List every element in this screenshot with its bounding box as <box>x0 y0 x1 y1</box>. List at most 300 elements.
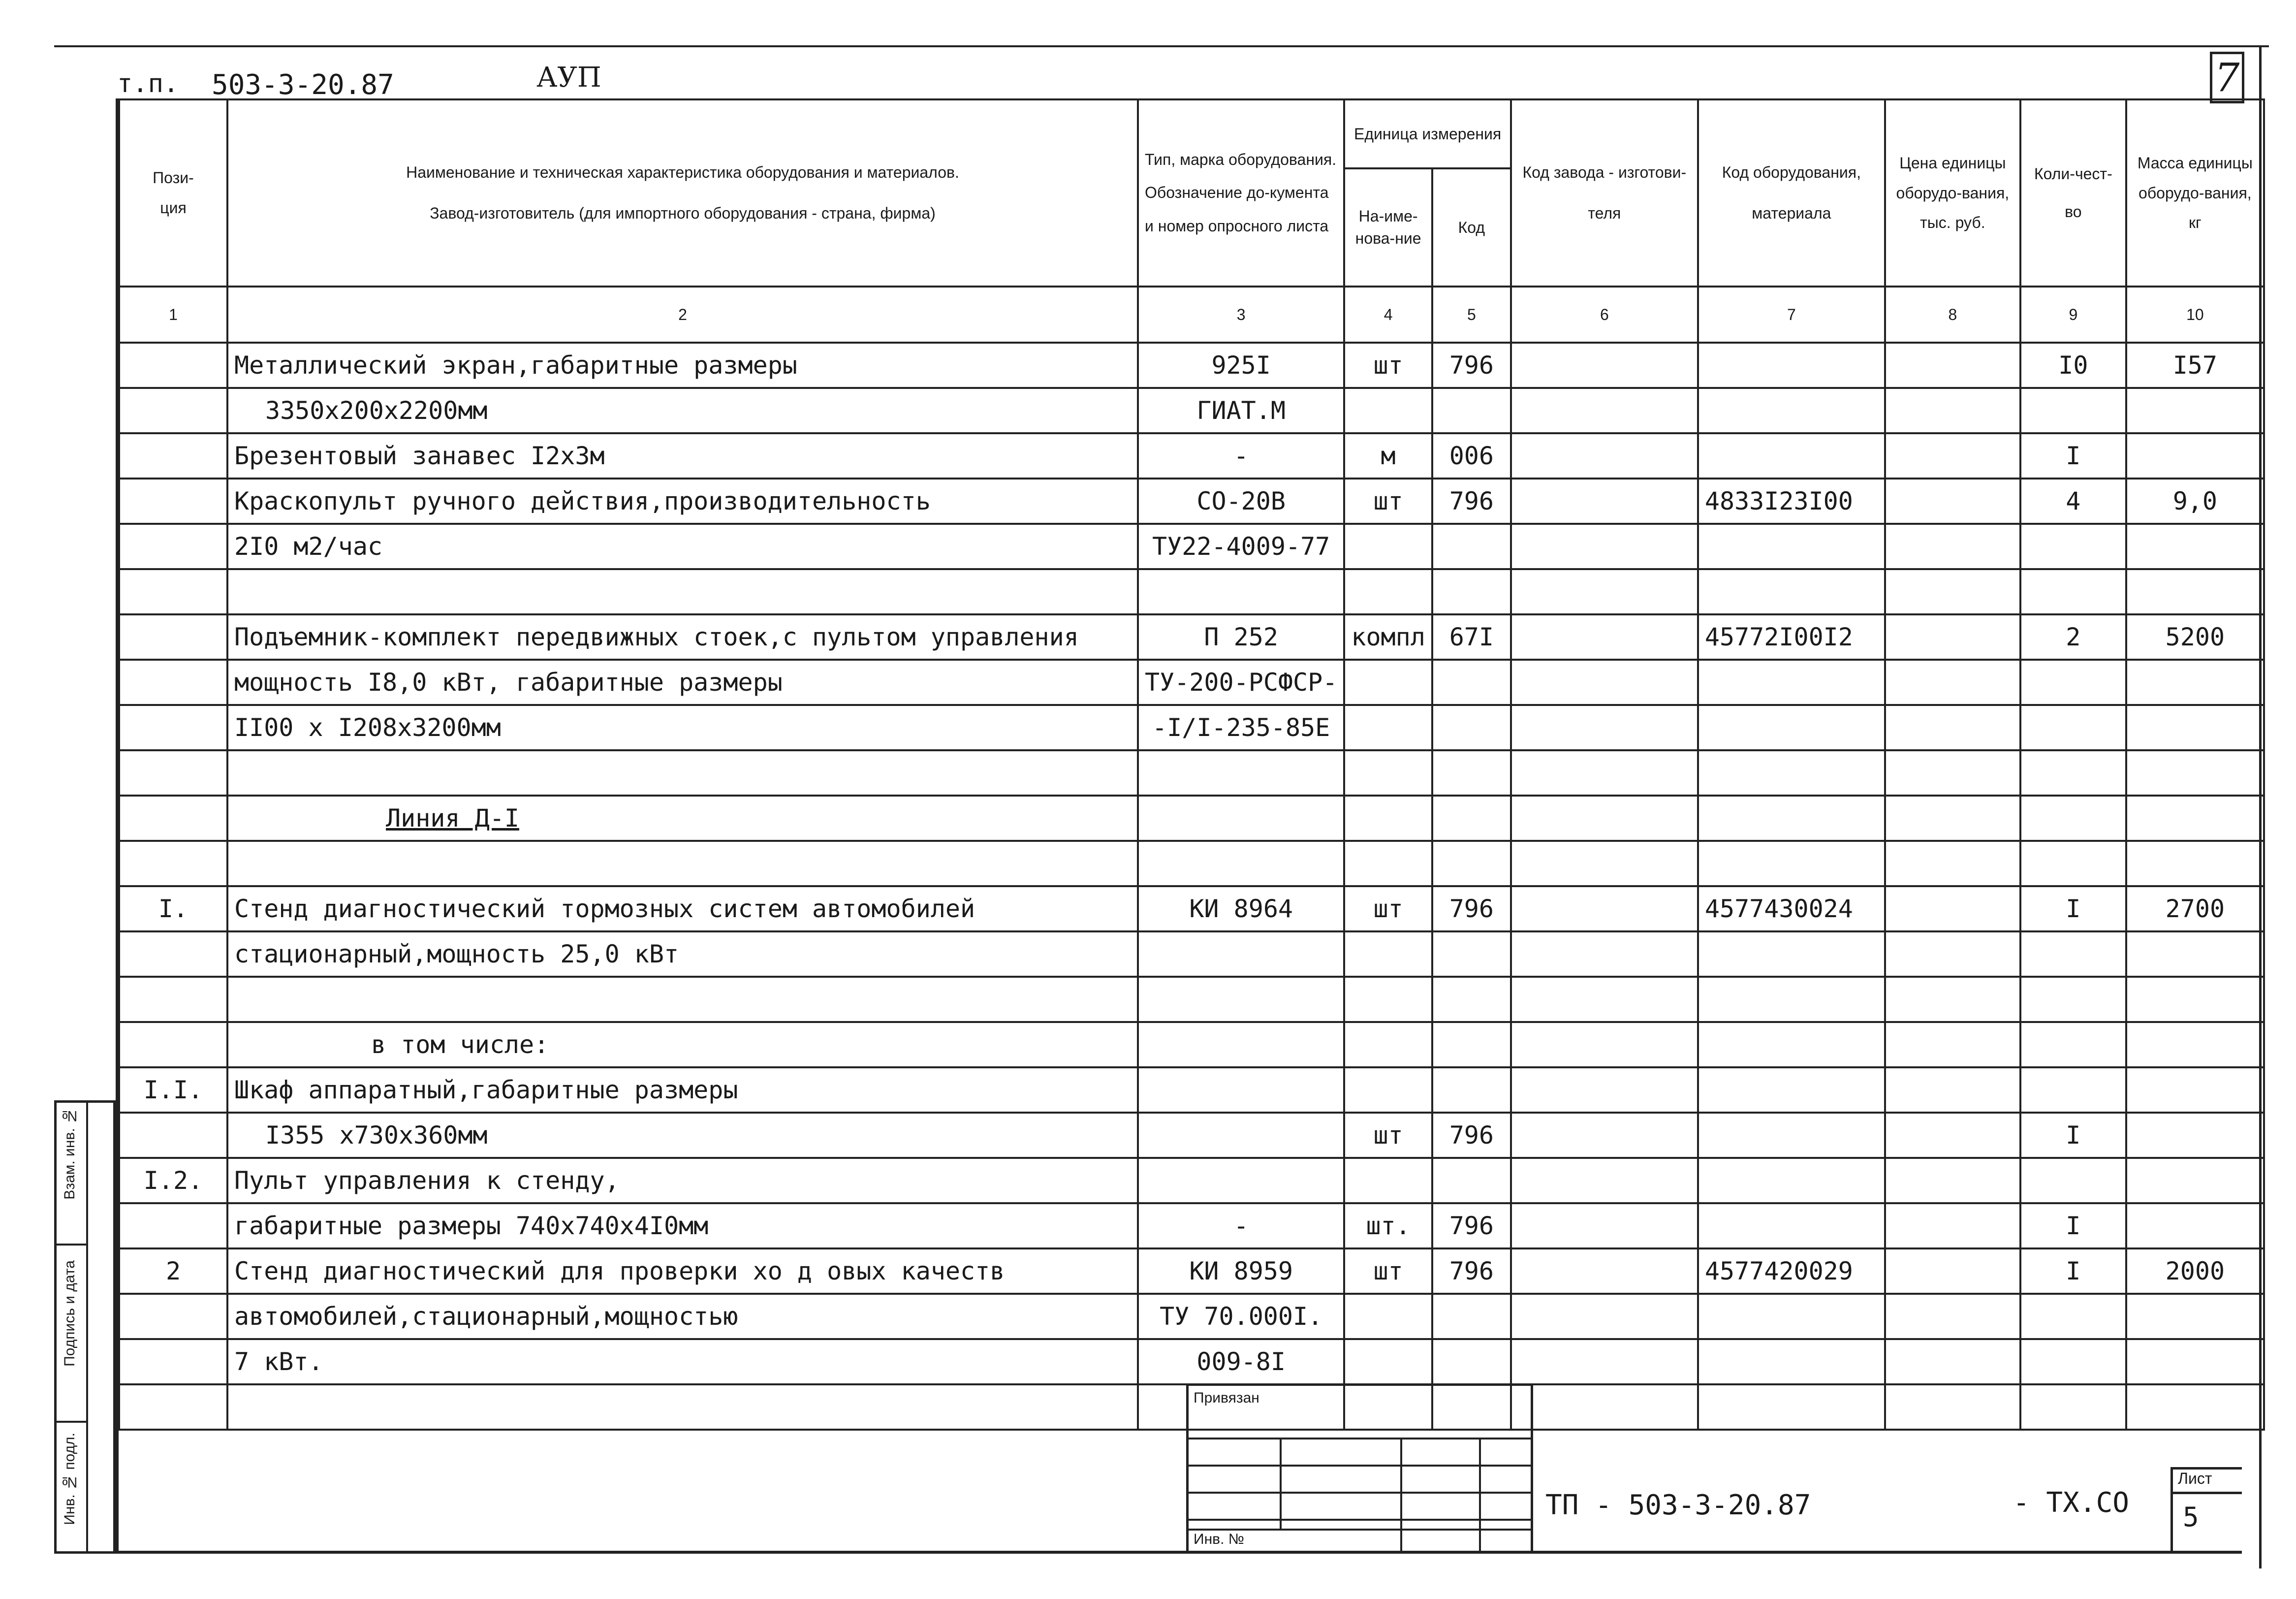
type-cell: -I/I-235-85Е <box>1138 705 1344 750</box>
position-cell <box>119 1294 227 1339</box>
position-cell <box>119 1203 227 1248</box>
unit-cell <box>1344 705 1432 750</box>
mass-cell <box>2126 660 2264 705</box>
unit-code-cell <box>1432 569 1511 614</box>
maker-code-cell <box>1511 1158 1698 1203</box>
maker-code-cell <box>1511 1339 1698 1384</box>
header-section: АУП <box>536 62 601 94</box>
title-block-inv-label: Инв. № <box>1194 1531 1244 1547</box>
table-row <box>119 479 2264 524</box>
maker-code-cell <box>1511 388 1698 433</box>
col-header-name: Наименование и техническая характеристика оборудования и материалов. Завод-изготовитель (для импортного оборудования - страна, фирма) <box>227 99 1138 287</box>
type-cell: СО-20В <box>1138 479 1344 524</box>
type-cell <box>1138 1158 1344 1203</box>
equip-code-cell <box>1698 1203 1885 1248</box>
qty-cell <box>2020 1022 2126 1067</box>
qty-cell <box>2020 569 2126 614</box>
mass-cell <box>2126 1022 2264 1067</box>
position-cell <box>119 841 227 886</box>
position-cell <box>119 1384 227 1430</box>
equip-code-cell <box>1698 1294 1885 1339</box>
type-cell <box>1138 1113 1344 1158</box>
equip-code-cell <box>1698 433 1885 479</box>
price-cell <box>1885 660 2020 705</box>
unit-code-cell <box>1432 1294 1511 1339</box>
unit-cell <box>1344 524 1432 569</box>
title-block-line <box>1280 1438 1282 1529</box>
name-cell: 3350х200х2200мм <box>227 388 1138 433</box>
sheet-box-divider <box>2173 1492 2242 1494</box>
maker-code-cell <box>1511 886 1698 931</box>
qty-cell: I <box>2020 1248 2126 1294</box>
price-cell <box>1885 479 2020 524</box>
unit-cell: шт. <box>1344 1203 1432 1248</box>
type-cell <box>1138 750 1344 796</box>
side-label-sign-date: Подпись и дата <box>62 1260 78 1367</box>
equip-code-cell <box>1698 524 1885 569</box>
name-cell: 7 кВт. <box>227 1339 1138 1384</box>
mass-cell <box>2126 1339 2264 1384</box>
table-row <box>119 614 2264 660</box>
qty-cell <box>2020 977 2126 1022</box>
position-cell <box>119 1339 227 1384</box>
equip-code-cell <box>1698 1384 1885 1430</box>
side-label-inv-orig: Инв. № подл. <box>62 1433 78 1525</box>
unit-code-cell: 796 <box>1432 1203 1511 1248</box>
equip-code-cell <box>1698 750 1885 796</box>
name-cell: мощность I8,0 кВт, габаритные размеры <box>227 660 1138 705</box>
position-cell <box>119 614 227 660</box>
qty-cell <box>2020 1339 2126 1384</box>
qty-cell <box>2020 1384 2126 1430</box>
maker-code-cell <box>1511 1203 1698 1248</box>
maker-code-cell <box>1511 1067 1698 1113</box>
price-cell <box>1885 1022 2020 1067</box>
type-cell <box>1138 1022 1344 1067</box>
unit-cell: шт <box>1344 343 1432 388</box>
position-cell: I.2. <box>119 1158 227 1203</box>
unit-code-cell <box>1432 1022 1511 1067</box>
unit-code-cell <box>1432 524 1511 569</box>
table-row <box>119 388 2264 433</box>
column-number-cell: 1 <box>119 287 227 343</box>
price-cell <box>1885 841 2020 886</box>
mass-cell: 9,0 <box>2126 479 2264 524</box>
mass-cell: 5200 <box>2126 614 2264 660</box>
mass-cell: I57 <box>2126 343 2264 388</box>
mass-cell <box>2126 705 2264 750</box>
position-cell <box>119 1022 227 1067</box>
col-header-unit-code: Код <box>1432 168 1511 287</box>
unit-code-cell <box>1432 977 1511 1022</box>
maker-code-cell <box>1511 524 1698 569</box>
price-cell <box>1885 1203 2020 1248</box>
type-cell: ТУ-200-РСФСР- <box>1138 660 1344 705</box>
name-cell: Линия Д-I <box>227 796 1138 841</box>
table-row <box>119 343 2264 388</box>
qty-cell: I <box>2020 433 2126 479</box>
qty-cell <box>2020 796 2126 841</box>
qty-cell: I <box>2020 1203 2126 1248</box>
qty-cell <box>2020 841 2126 886</box>
mass-cell: 2000 <box>2126 1248 2264 1294</box>
corner-sheet-mark: 7 <box>2210 52 2244 103</box>
type-cell <box>1138 841 1344 886</box>
document-suffix: - ТХ.СО <box>2013 1487 2130 1519</box>
mass-cell <box>2126 388 2264 433</box>
sheet-number-box <box>2170 1467 2242 1553</box>
mass-cell <box>2126 841 2264 886</box>
name-cell: II00 х I208х3200мм <box>227 705 1138 750</box>
unit-cell <box>1344 1022 1432 1067</box>
qty-cell <box>2020 388 2126 433</box>
column-number-cell: 5 <box>1432 287 1511 343</box>
price-cell <box>1885 750 2020 796</box>
equip-code-cell <box>1698 343 1885 388</box>
type-cell <box>1138 1067 1344 1113</box>
equip-code-cell <box>1698 931 1885 977</box>
name-cell <box>227 977 1138 1022</box>
name-cell: Металлический экран,габаритные размеры <box>227 343 1138 388</box>
name-cell: стационарный,мощность 25,0 кВт <box>227 931 1138 977</box>
unit-code-cell <box>1432 841 1511 886</box>
maker-code-cell <box>1511 660 1698 705</box>
table-row <box>119 841 2264 886</box>
type-cell: КИ 8964 <box>1138 886 1344 931</box>
name-cell: Шкаф аппаратный,габаритные размеры <box>227 1067 1138 1113</box>
price-cell <box>1885 524 2020 569</box>
price-cell <box>1885 1113 2020 1158</box>
qty-cell: 4 <box>2020 479 2126 524</box>
equip-code-cell <box>1698 1022 1885 1067</box>
name-cell: 2I0 м2/час <box>227 524 1138 569</box>
unit-cell <box>1344 1158 1432 1203</box>
price-cell <box>1885 433 2020 479</box>
type-cell: 009-8I <box>1138 1339 1344 1384</box>
unit-cell: шт <box>1344 886 1432 931</box>
unit-code-cell: 796 <box>1432 886 1511 931</box>
top-border-line <box>54 45 2269 47</box>
position-cell: I.I. <box>119 1067 227 1113</box>
equip-code-cell <box>1698 1113 1885 1158</box>
name-cell: Пульт управления к стенду, <box>227 1158 1138 1203</box>
table-row <box>119 1339 2264 1384</box>
equip-code-cell <box>1698 1067 1885 1113</box>
name-cell: в том числе: <box>227 1022 1138 1067</box>
side-stamp <box>54 1100 116 1554</box>
maker-code-cell <box>1511 931 1698 977</box>
qty-cell <box>2020 931 2126 977</box>
maker-code-cell <box>1511 977 1698 1022</box>
type-cell <box>1138 931 1344 977</box>
side-cell-inv-orig <box>57 1423 86 1551</box>
side-label-replace-inv: Взам. инв. № <box>62 1108 78 1200</box>
unit-code-cell: 796 <box>1432 343 1511 388</box>
unit-code-cell <box>1432 705 1511 750</box>
price-cell <box>1885 886 2020 931</box>
position-cell <box>119 433 227 479</box>
maker-code-cell <box>1511 343 1698 388</box>
column-number-cell: 2 <box>227 287 1138 343</box>
price-cell <box>1885 569 2020 614</box>
table-row <box>119 1067 2264 1113</box>
price-cell <box>1885 388 2020 433</box>
title-block <box>1186 1383 1533 1553</box>
position-cell <box>119 343 227 388</box>
position-cell <box>119 750 227 796</box>
document-number: ТП - 503-3-20.87 <box>1545 1489 1811 1521</box>
unit-code-cell <box>1432 796 1511 841</box>
col-header-unit-name: На-име-нова-ние <box>1344 168 1432 287</box>
qty-cell <box>2020 660 2126 705</box>
mass-cell <box>2126 931 2264 977</box>
header-prefix: т.п. <box>117 69 179 98</box>
equip-code-cell <box>1698 1158 1885 1203</box>
table-row <box>119 796 2264 841</box>
table-row <box>119 660 2264 705</box>
equip-code-cell <box>1698 977 1885 1022</box>
column-number-cell: 10 <box>2126 287 2264 343</box>
maker-code-cell <box>1511 433 1698 479</box>
unit-code-cell <box>1432 388 1511 433</box>
table-row <box>119 886 2264 931</box>
type-cell: ТУ22-4009-77 <box>1138 524 1344 569</box>
unit-cell <box>1344 1339 1432 1384</box>
unit-cell: шт <box>1344 1113 1432 1158</box>
mass-cell <box>2126 796 2264 841</box>
equipment-spec-table <box>118 98 2265 1431</box>
column-number-cell: 6 <box>1511 287 1698 343</box>
price-cell <box>1885 796 2020 841</box>
price-cell <box>1885 343 2020 388</box>
type-cell: 925I <box>1138 343 1344 388</box>
equip-code-cell <box>1698 569 1885 614</box>
mass-cell <box>2126 524 2264 569</box>
type-cell <box>1138 569 1344 614</box>
bottom-border-line <box>116 1551 2242 1554</box>
price-cell <box>1885 614 2020 660</box>
position-cell <box>119 524 227 569</box>
name-cell: Стенд диагностический для проверки хо д овых качеств <box>227 1248 1138 1294</box>
side-cell-replace-inv <box>57 1103 86 1246</box>
title-block-attached-label: Привязан <box>1194 1390 1259 1406</box>
maker-code-cell <box>1511 841 1698 886</box>
column-number-cell: 4 <box>1344 287 1432 343</box>
name-cell <box>227 1384 1138 1430</box>
maker-code-cell <box>1511 479 1698 524</box>
price-cell <box>1885 1384 2020 1430</box>
mass-cell <box>2126 433 2264 479</box>
maker-code-cell <box>1511 1294 1698 1339</box>
qty-cell <box>2020 750 2126 796</box>
name-cell: Подъемник-комплект передвижных стоек,с пультом управления <box>227 614 1138 660</box>
col-header-equip-code: Код оборудования, материала <box>1698 99 1885 287</box>
table-row <box>119 1158 2264 1203</box>
unit-cell <box>1344 660 1432 705</box>
position-cell <box>119 388 227 433</box>
equip-code-cell <box>1698 388 1885 433</box>
mass-cell <box>2126 1113 2264 1158</box>
col-header-price: Цена единицы оборудо-вания, тыс. руб. <box>1885 99 2020 287</box>
column-number-cell: 3 <box>1138 287 1344 343</box>
mass-cell <box>2126 1294 2264 1339</box>
position-cell: 2 <box>119 1248 227 1294</box>
mass-cell <box>2126 1384 2264 1430</box>
equip-code-cell: 4577420029 <box>1698 1248 1885 1294</box>
mass-cell <box>2126 569 2264 614</box>
unit-code-cell <box>1432 750 1511 796</box>
table-row <box>119 433 2264 479</box>
mass-cell <box>2126 1203 2264 1248</box>
table-row <box>119 1022 2264 1067</box>
position-cell: I. <box>119 886 227 931</box>
maker-code-cell <box>1511 796 1698 841</box>
name-cell: I355 х730х360мм <box>227 1113 1138 1158</box>
maker-code-cell <box>1511 1384 1698 1430</box>
name-cell <box>227 841 1138 886</box>
column-number-cell: 7 <box>1698 287 1885 343</box>
qty-cell <box>2020 1158 2126 1203</box>
unit-cell <box>1344 569 1432 614</box>
col-header-maker-code: Код завода - изготови-теля <box>1511 99 1698 287</box>
mass-cell: 2700 <box>2126 886 2264 931</box>
unit-cell: компл <box>1344 614 1432 660</box>
maker-code-cell <box>1511 750 1698 796</box>
type-cell <box>1138 977 1344 1022</box>
table-row <box>119 931 2264 977</box>
title-block-line <box>1479 1438 1481 1551</box>
name-cell: Брезентовый занавес I2х3м <box>227 433 1138 479</box>
mass-cell <box>2126 750 2264 796</box>
unit-cell <box>1344 1067 1432 1113</box>
unit-code-cell: 796 <box>1432 479 1511 524</box>
mass-cell <box>2126 1158 2264 1203</box>
qty-cell: I0 <box>2020 343 2126 388</box>
equip-code-cell <box>1698 1339 1885 1384</box>
type-cell: КИ 8959 <box>1138 1248 1344 1294</box>
sheet-label: Лист <box>2178 1470 2212 1487</box>
col-header-mass: Масса единицы оборудо-вания, кг <box>2126 99 2264 287</box>
unit-code-cell <box>1432 1158 1511 1203</box>
header-project-code: 503-3-20.87 <box>212 69 394 101</box>
column-number-cell: 8 <box>1885 287 2020 343</box>
name-cell: Стенд диагностический тормозных систем автомобилей <box>227 886 1138 931</box>
table-row <box>119 1294 2264 1339</box>
position-cell <box>119 479 227 524</box>
name-cell: габаритные размеры 740х740х4I0мм <box>227 1203 1138 1248</box>
table-row <box>119 977 2264 1022</box>
maker-code-cell <box>1511 569 1698 614</box>
unit-cell: м <box>1344 433 1432 479</box>
equip-code-cell <box>1698 841 1885 886</box>
maker-code-cell <box>1511 705 1698 750</box>
position-cell <box>119 1113 227 1158</box>
unit-code-cell: 796 <box>1432 1248 1511 1294</box>
price-cell <box>1885 931 2020 977</box>
table-row <box>119 524 2264 569</box>
type-cell <box>1138 796 1344 841</box>
price-cell <box>1885 1158 2020 1203</box>
name-cell: автомобилей,стационарный,мощностью <box>227 1294 1138 1339</box>
unit-cell <box>1344 388 1432 433</box>
table-row <box>119 750 2264 796</box>
title-block-line <box>1400 1438 1402 1551</box>
price-cell <box>1885 705 2020 750</box>
unit-cell <box>1344 841 1432 886</box>
equip-code-cell: 4833I23I00 <box>1698 479 1885 524</box>
unit-code-cell <box>1432 1067 1511 1113</box>
unit-code-cell <box>1432 660 1511 705</box>
table-row <box>119 705 2264 750</box>
price-cell <box>1885 1248 2020 1294</box>
position-cell <box>119 796 227 841</box>
unit-code-cell <box>1432 1339 1511 1384</box>
unit-cell <box>1344 750 1432 796</box>
col-header-position: Пози- ция <box>119 99 227 287</box>
qty-cell <box>2020 524 2126 569</box>
qty-cell <box>2020 705 2126 750</box>
price-cell <box>1885 1339 2020 1384</box>
unit-cell <box>1344 796 1432 841</box>
table-row <box>119 1113 2264 1158</box>
table-row <box>119 1248 2264 1294</box>
position-cell <box>119 705 227 750</box>
type-cell: - <box>1138 433 1344 479</box>
col-header-type: Тип, марка оборудования. Обозначение до-кумента и номер опросного листа <box>1138 99 1344 287</box>
maker-code-cell <box>1511 614 1698 660</box>
maker-code-cell <box>1511 1113 1698 1158</box>
sheet-number: 5 <box>2183 1502 2199 1533</box>
type-cell: - <box>1138 1203 1344 1248</box>
unit-code-cell <box>1432 931 1511 977</box>
column-number-row <box>119 287 2264 343</box>
name-cell <box>227 750 1138 796</box>
unit-code-cell: 006 <box>1432 433 1511 479</box>
equip-code-cell <box>1698 796 1885 841</box>
unit-cell <box>1344 1294 1432 1339</box>
price-cell <box>1885 1067 2020 1113</box>
qty-cell: 2 <box>2020 614 2126 660</box>
unit-code-cell: 796 <box>1432 1113 1511 1158</box>
unit-cell <box>1344 931 1432 977</box>
unit-cell: шт <box>1344 479 1432 524</box>
equip-code-cell: 45772I00I2 <box>1698 614 1885 660</box>
price-cell <box>1885 1294 2020 1339</box>
unit-cell: шт <box>1344 1248 1432 1294</box>
col-header-qty: Коли-чест-во <box>2020 99 2126 287</box>
col-header-unit-group: Единица измерения <box>1344 99 1511 168</box>
position-cell <box>119 569 227 614</box>
name-cell: Краскопульт ручного действия,производительность <box>227 479 1138 524</box>
side-cell-sign-date <box>57 1246 86 1423</box>
qty-cell: I <box>2020 1113 2126 1158</box>
maker-code-cell <box>1511 1248 1698 1294</box>
column-number-cell: 9 <box>2020 287 2126 343</box>
unit-code-cell: 67I <box>1432 614 1511 660</box>
type-cell: П 252 <box>1138 614 1344 660</box>
price-cell <box>1885 977 2020 1022</box>
position-cell <box>119 931 227 977</box>
name-cell <box>227 569 1138 614</box>
unit-cell <box>1344 977 1432 1022</box>
qty-cell <box>2020 1067 2126 1113</box>
equip-code-cell <box>1698 660 1885 705</box>
position-cell <box>119 660 227 705</box>
mass-cell <box>2126 977 2264 1022</box>
qty-cell: I <box>2020 886 2126 931</box>
equip-code-cell: 4577430024 <box>1698 886 1885 931</box>
side-stamp-divider <box>86 1103 88 1551</box>
